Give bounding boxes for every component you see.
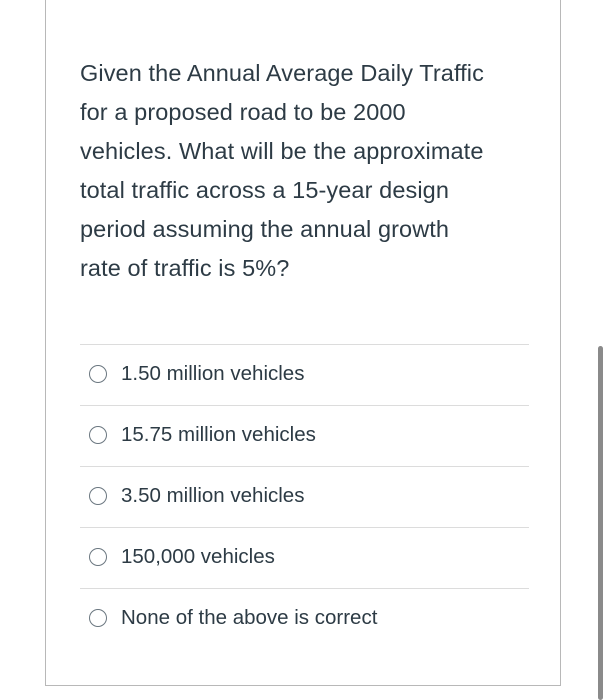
answer-label[interactable]: 150,000 vehicles: [121, 545, 275, 568]
answer-label[interactable]: 3.50 million vehicles: [121, 484, 305, 507]
answer-option-1[interactable]: [80, 344, 529, 405]
radio-button[interactable]: [89, 609, 107, 627]
answer-option-2[interactable]: [80, 405, 529, 466]
question-line: total traffic across a 15-year design: [80, 177, 450, 203]
radio-button[interactable]: [89, 365, 107, 383]
scrollbar-thumb[interactable]: [598, 346, 603, 700]
question-line: vehicles. What will be the approximate: [80, 138, 484, 164]
radio-button[interactable]: [89, 487, 107, 505]
question-text: [80, 54, 540, 288]
answer-label[interactable]: None of the above is correct: [121, 606, 378, 629]
question-line: for a proposed road to be 2000: [80, 99, 406, 125]
radio-button[interactable]: [89, 548, 107, 566]
question-card: [45, 0, 561, 686]
radio-button[interactable]: [89, 426, 107, 444]
question-line: rate of traffic is 5%?: [80, 255, 290, 281]
answer-label[interactable]: 1.50 million vehicles: [121, 362, 305, 385]
answer-label[interactable]: 15.75 million vehicles: [121, 423, 316, 446]
answer-list: [80, 344, 529, 650]
answer-option-4[interactable]: [80, 527, 529, 588]
scrollbar[interactable]: [591, 0, 609, 700]
answer-option-3[interactable]: [80, 466, 529, 527]
answer-option-5[interactable]: [80, 588, 529, 650]
question-line: Given the Annual Average Daily Traffic: [80, 60, 484, 86]
question-line: period assuming the annual growth: [80, 216, 450, 242]
